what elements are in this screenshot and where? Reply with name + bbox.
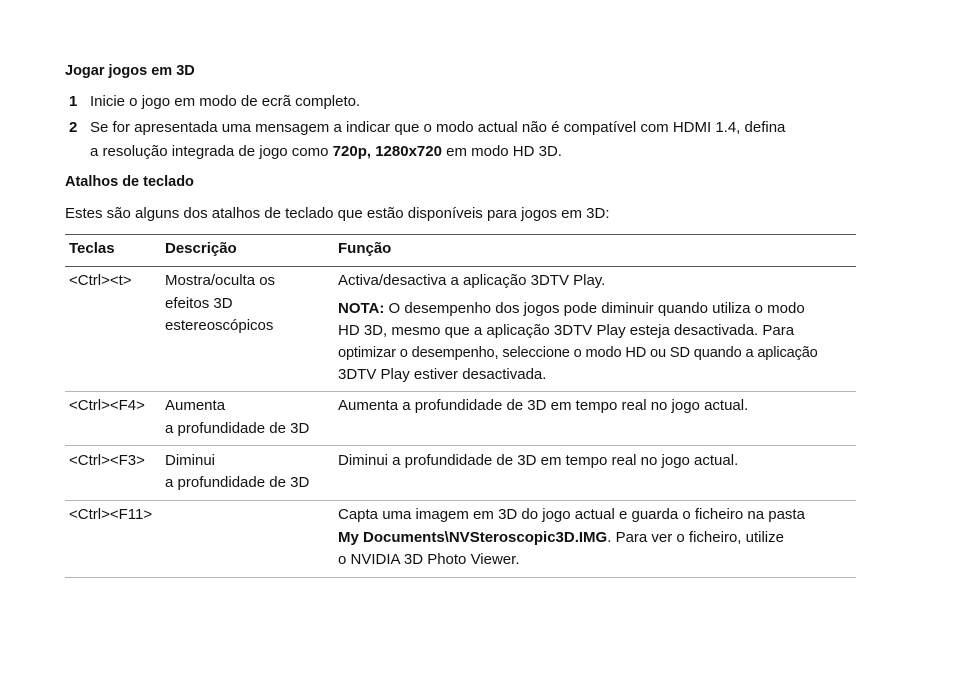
column-header-description: Descrição [165,240,237,257]
step-2 [65,116,845,164]
note-line [338,298,805,320]
shortcut-keys: <Ctrl><t> [69,272,132,289]
note-line: HD 3D, mesmo que a aplicação 3DTV Play esteja desactivada. Para [338,322,795,339]
section-heading-play-3d: Jogar jogos em 3D [65,63,195,79]
table-header-rule [65,266,856,267]
row-divider [65,500,856,501]
shortcuts-intro: Estes são alguns dos atalhos de teclado que estão disponíveis para jogos em 3D: [65,205,610,222]
shortcut-description-line: estereoscópicos [165,317,274,334]
step-text: Inicie o jogo em modo de ecrã completo. [90,93,361,110]
step-number: 2 [69,119,78,136]
column-header-function: Função [338,240,392,257]
table-bottom-rule [65,577,856,578]
shortcut-description-line: Mostra/oculta os [165,272,276,289]
section-heading-shortcuts: Atalhos de teclado [65,174,194,190]
note-label: NOTA: [338,300,385,317]
shortcut-keys: <Ctrl><F4> [69,397,145,414]
note-line: optimizar o desempenho, seleccione o modo HD ou SD quando a aplicação [338,345,818,361]
shortcut-description-line: Aumenta [165,397,226,414]
step-text-fragment: em modo HD 3D. [441,143,562,160]
step-text-line-1: Se for apresentada uma mensagem a indicar que o modo actual não é compatível com HDMI 1.4, defina [90,119,786,136]
shortcut-description-line: a profundidade de 3D [165,420,310,437]
shortcut-function-line: Capta uma imagem em 3D do jogo actual e guarda o ficheiro na pasta [338,506,805,523]
shortcut-function-line: o NVIDIA 3D Photo Viewer. [338,551,520,568]
shortcut-description-line: efeitos 3D [165,295,233,312]
folder-path: My Documents\NVSteroscopic3D.IMG [338,529,608,546]
note-text: O desempenho dos jogos pode diminuir quando utiliza o modo [384,300,805,317]
step-text-line-2 [90,140,562,164]
step-text-fragment: a resolução integrada de jogo como [90,143,333,160]
row-divider [65,445,856,446]
shortcut-function: Diminui a profundidade de 3D em tempo real no jogo actual. [338,452,739,469]
table-top-rule [65,234,856,235]
row-divider [65,391,856,392]
note-line: 3DTV Play estiver desactivada. [338,366,547,383]
step-number: 1 [69,93,78,110]
step-1 [65,90,845,114]
shortcut-function: Activa/desactiva a aplicação 3DTV Play. [338,272,606,289]
shortcut-description-line: Diminui [165,452,216,469]
shortcut-keys: <Ctrl><F3> [69,452,145,469]
shortcut-function: Aumenta a profundidade de 3D em tempo real no jogo actual. [338,397,749,414]
shortcut-function-line [338,527,784,549]
shortcut-description-line: a profundidade de 3D [165,474,310,491]
function-text-fragment: . Para ver o ficheiro, utilize [607,529,784,546]
column-header-keys: Teclas [69,240,115,257]
shortcut-keys: <Ctrl><F11> [69,506,153,523]
resolution-value: 720p, 1280x720 [332,143,442,160]
